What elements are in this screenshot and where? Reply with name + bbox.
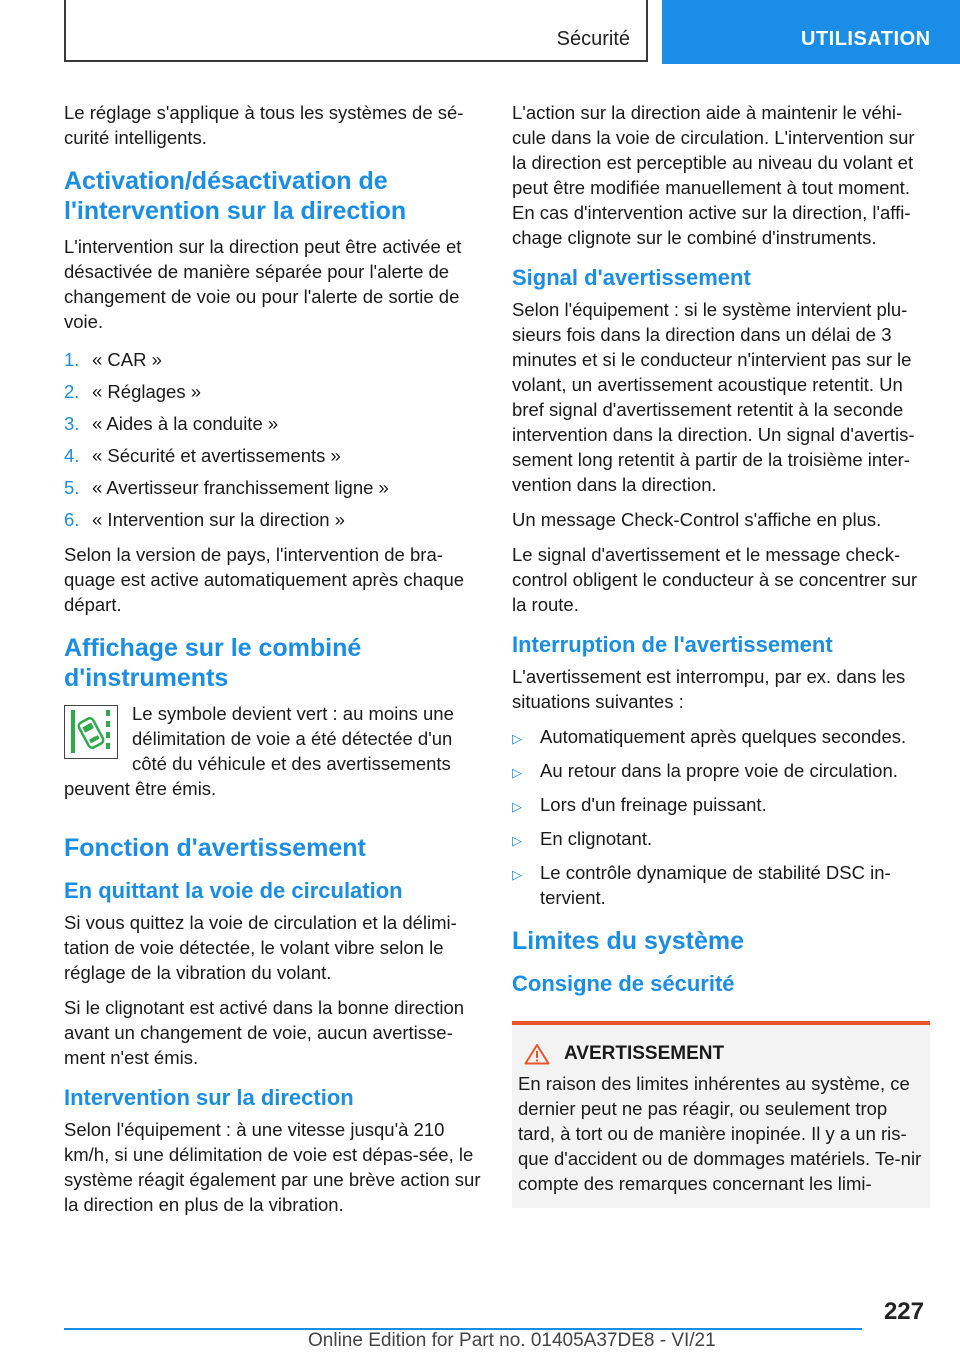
header-section-box: [64, 0, 648, 62]
warning-text: En raison des limites inhérentes au système, ce dernier peut ne pas réagir, ou seulement trop tard, à tort ou de manière inopinée. Il y a un ris-que d'accident ou de dommages matériels. Te-nir compte des remarques concernant les limi-: [518, 1073, 922, 1194]
signal-paragraph-3: Le signal d'avertissement et le message check-control obligent le conducteur à se concentrer sur la route.: [512, 544, 918, 615]
signal-paragraph-1: Selon l'équipement : si le système intervient plu-sieurs fois dans la direction dans un délai de 3 minutes et si le conducteur n'intervient pas sur le volant, un avertissement acoustique retentit. Un bref signal d'avertissement retentit à la seconde intervention dans la direction. Un signal d'avertis-sement long retentit à partir de la troisième inter-vention dans la direction.: [512, 299, 915, 495]
quittant-paragraph-2: Si le clignotant est activé dans la bonne direction avant un changement de voie, aucun avertisse-ment n'est émis.: [64, 997, 465, 1068]
warning-box: [512, 1021, 930, 1208]
bullet-text: En clignotant.: [540, 828, 653, 849]
triangle-bullet-icon: ▷: [512, 731, 522, 746]
list-item: [64, 472, 482, 504]
list-item: [512, 860, 930, 910]
list-item: [512, 792, 930, 819]
step-text: « Aides à la conduite »: [92, 413, 279, 434]
triangle-bullet-icon: ▷: [512, 765, 522, 780]
step-number: 6.: [64, 509, 80, 530]
heading-quittant: En quittant la voie de circulation: [64, 878, 403, 903]
symbol-description: [64, 701, 482, 811]
page-header: [0, 0, 960, 66]
list-item: [512, 758, 930, 785]
bullet-text: Lors d'un freinage puissant.: [540, 794, 767, 815]
heading-consigne: Consigne de sécurité: [512, 971, 735, 996]
step-text: « Avertisseur franchissement ligne »: [92, 477, 389, 498]
bullet-text: Au retour dans la propre voie de circulation.: [540, 760, 898, 781]
symbol-paragraph: Le symbole devient vert : au moins une délimitation de voie a été détectée d'un côté du véhicule et des avertissements peuvent être émis.: [64, 703, 454, 799]
warning-title: AVERTISSEMENT: [564, 1043, 725, 1064]
menu-steps-list: [64, 344, 482, 536]
activation-paragraph: L'intervention sur la direction peut être activée et désactivée de manière séparée pour l'alerte de changement de voie ou pour l'alerte de sortie de voie.: [64, 236, 462, 332]
step-text: « Sécurité et avertissements »: [92, 445, 341, 466]
header-chapter-tab: UTILISATION: [662, 0, 960, 64]
left-column: [64, 100, 482, 1227]
step-number: 5.: [64, 477, 80, 498]
triangle-bullet-icon: ▷: [512, 833, 522, 848]
action-paragraph: L'action sur la direction aide à maintenir le véhi-cule dans la voie de circulation. L'intervention sur la direction est perceptible au niveau du volant et peut être modifiée manuellement à tout moment. En cas d'intervention active sur la direction, l'affi-chage clignote sur le combiné d'instruments.: [512, 102, 915, 248]
list-item: [64, 504, 482, 536]
list-item: [512, 724, 930, 751]
step-text: « Intervention sur la direction »: [92, 509, 345, 530]
right-column: [512, 100, 930, 1208]
heading-fonction: Fonction d'avertissement: [64, 834, 366, 862]
lane-departure-icon: [64, 705, 118, 759]
list-item: [64, 408, 482, 440]
heading-signal: Signal d'avertissement: [512, 265, 751, 290]
list-item: [512, 826, 930, 853]
triangle-bullet-icon: ▷: [512, 799, 522, 814]
header-section-title: Sécurité: [556, 28, 630, 50]
heading-intervention: Intervention sur la direction: [64, 1085, 354, 1110]
heading-interruption: Interruption de l'avertissement: [512, 632, 833, 657]
step-text: « CAR »: [92, 349, 162, 370]
step-number: 1.: [64, 349, 80, 370]
warning-title-row: [518, 1043, 924, 1065]
step-number: 3.: [64, 413, 80, 434]
heading-affichage: Affichage sur le combiné d'instruments: [64, 634, 362, 692]
bullet-text: Automatiquement après quelques secondes.: [540, 726, 907, 747]
list-item: [64, 376, 482, 408]
step-number: 4.: [64, 445, 80, 466]
signal-paragraph-2: Un message Check-Control s'affiche en plus.: [512, 509, 882, 530]
interruption-paragraph: L'avertissement est interrompu, par ex. dans les situations suivantes :: [512, 666, 906, 712]
page-number: 227: [883, 1298, 924, 1325]
heading-limites: Limites du système: [512, 927, 745, 955]
heading-activation: Activation/désactivation de l'intervention sur la direction: [64, 167, 407, 225]
step-text: « Réglages »: [92, 381, 202, 402]
intro-paragraph: Le réglage s'applique à tous les systèmes de sé-curité intelligents.: [64, 102, 464, 148]
intervention-paragraph: Selon l'équipement : à une vitesse jusqu'à 210 km/h, si une délimitation de voie est dépas-sée, le système réagit également par une brève action sur la direction en plus de la vibration.: [64, 1119, 481, 1215]
step-number: 2.: [64, 381, 80, 402]
triangle-bullet-icon: ▷: [512, 867, 522, 882]
interruption-list: [512, 724, 930, 910]
warning-triangle-icon: [524, 1043, 550, 1065]
list-item: [64, 440, 482, 472]
quittant-paragraph-1: Si vous quittez la voie de circulation et la délimi-tation de voie détectée, le volant vibre selon le réglage de la vibration du volant.: [64, 912, 457, 983]
country-version-paragraph: Selon la version de pays, l'intervention de bra-quage est active automatiquement après chaque départ.: [64, 544, 465, 615]
footer-edition: Online Edition for Part no. 01405A37DE8 - VI/21: [308, 1330, 716, 1351]
bullet-text: Le contrôle dynamique de stabilité DSC in-tervient.: [540, 862, 891, 908]
list-item: [64, 344, 482, 376]
